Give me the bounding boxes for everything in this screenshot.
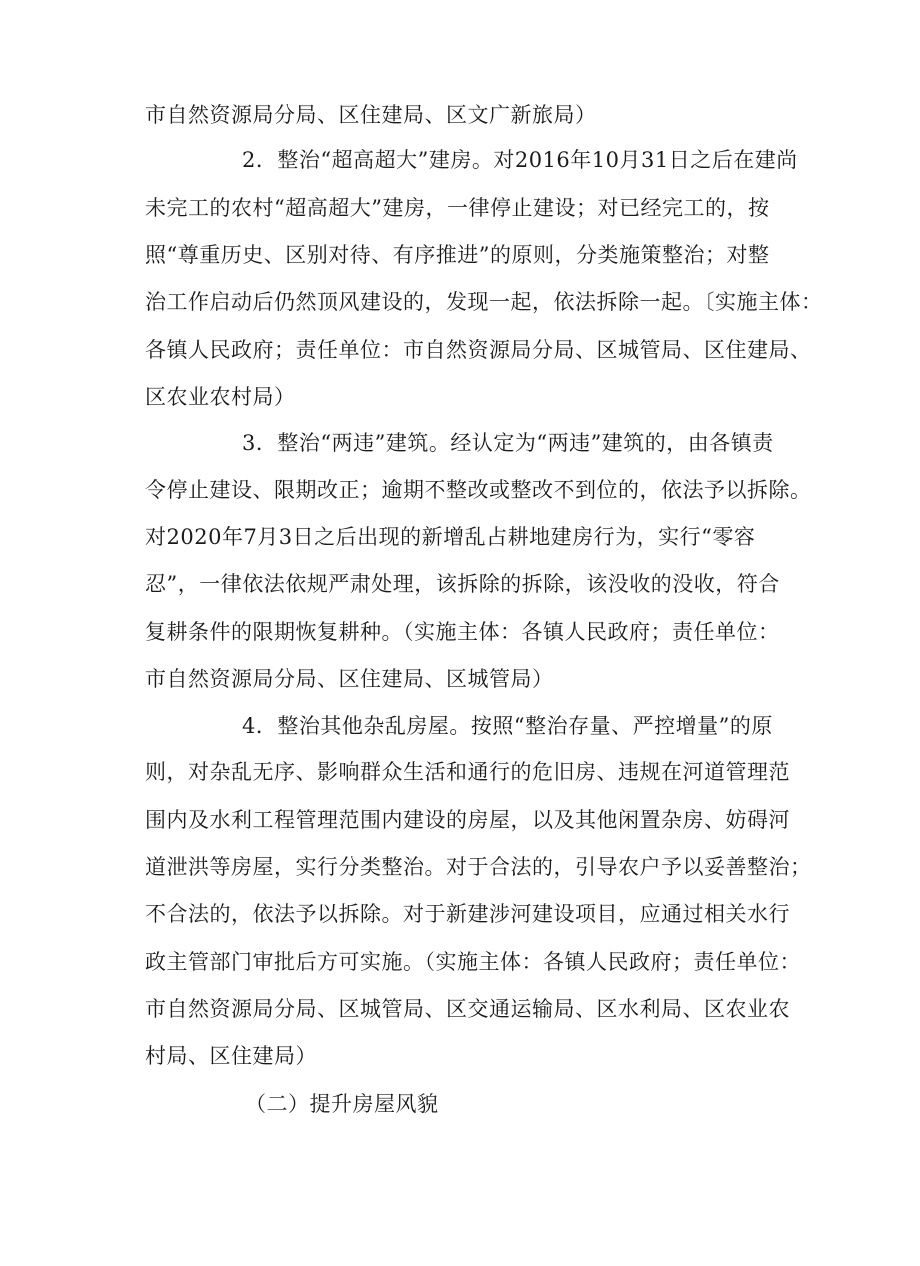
- text-line: 不合法的，依法予以拆除。对于新建涉河建设项目，应通过相关水行: [145, 902, 790, 926]
- section-heading: （二）提升房屋风貌: [245, 1092, 439, 1116]
- text-line: 治工作启动后仍然顶风建设的，发现一起，依法拆除一起。〔实施主体：: [145, 290, 823, 314]
- text-line: 则，对杂乱无序、影响群众生活和通行的危旧房、违规在河道管理范: [145, 760, 790, 784]
- text-line: 市自然资源局分局、区住建局、区文广新旅局）: [145, 103, 597, 127]
- text-line: 市自然资源局分局、区城管局、区交通运输局、区水利局、区农业农: [145, 997, 790, 1021]
- text-line: 忍”，一律依法依规严肃处理，该拆除的拆除，该没收的没收，符合: [145, 572, 780, 596]
- text-line: 各镇人民政府；责任单位：市自然资源局分局、区城管局、区住建局、: [145, 338, 812, 362]
- paragraph-3-heading: 3．整治“两违”建筑。经认定为“两违”建筑的，由各镇责: [242, 431, 774, 455]
- text-line: 对2020年7月3日之后出现的新增乱占耕地建房行为，实行“零容: [145, 525, 756, 549]
- text-line: 政主管部门审批后方可实施。（实施主体：各镇人民政府；责任单位：: [145, 950, 801, 974]
- text-line: 未完工的农村“超高超大”建房，一律停止建设；对已经完工的，按: [145, 196, 770, 220]
- text-line: 令停止建设、限期改正；逾期不整改或整改不到位的，依法予以拆除。: [145, 478, 812, 502]
- text-line: 村局、区住建局）: [145, 1044, 317, 1068]
- paragraph-4-heading: 4．整治其他杂乱房屋。按照“整治存量、严控增量”的原: [242, 714, 773, 738]
- text-line: 区农业农村局）: [145, 385, 296, 409]
- paragraph-2-heading: 2．整治“超高超大”建房。对2016年10月31日之后在建尚: [242, 148, 798, 172]
- text-line: 照“尊重历史、区别对待、有序推进”的原则，分类施策整治；对整: [145, 243, 770, 267]
- text-line: 市自然资源局分局、区住建局、区城管局）: [145, 667, 554, 691]
- text-line: 复耕条件的限期恢复耕种。（实施主体：各镇人民政府；责任单位：: [145, 620, 780, 644]
- text-line: 围内及水利工程管理范围内建设的房屋，以及其他闲置杂房、妨碍河: [145, 808, 790, 832]
- text-line: 道泄洪等房屋，实行分类整治。对于合法的，引导农户予以妥善整治；: [145, 855, 812, 879]
